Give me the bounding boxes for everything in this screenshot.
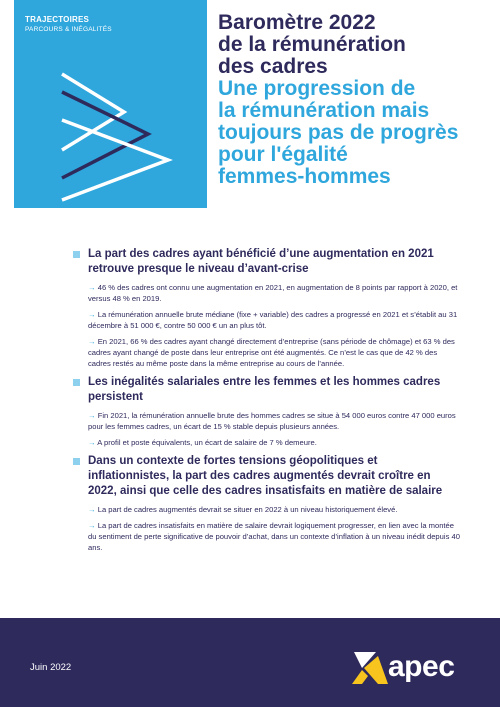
finding-section: [88, 247, 460, 369]
publication-date: Juin 2022: [30, 662, 72, 673]
title-line: Baromètre 2022: [218, 11, 376, 34]
subtitle-line: femmes-hommes: [218, 165, 391, 188]
finding-point: [88, 437, 460, 448]
finding-point: [88, 282, 460, 304]
arrow-right-icon: →: [88, 337, 96, 346]
point-text: En 2021, 66 % des cadres ayant changé directement d’entreprise (sans période de chômage) et 63 % des cadres ayant changé de poste dans leur entreprise ont été augmentés. Ce n’est le cas que de 42 % des cadres restés au même poste dans la même entreprise au cours de l’année.: [88, 337, 455, 368]
key-findings: [88, 247, 460, 559]
series-subtitle: PARCOURS & INÉGALITÉS: [25, 26, 112, 33]
finding-section: [88, 454, 460, 553]
point-text: A profil et poste équivalents, un écart de salaire de 7 % demeure.: [97, 438, 317, 447]
arrow-right-icon: →: [88, 521, 96, 530]
arrow-right-icon: →: [88, 505, 96, 514]
finding-point: [88, 520, 460, 553]
subtitle-line: pour l'égalité: [218, 143, 348, 166]
series-label: [25, 15, 112, 33]
document-title: [218, 12, 493, 188]
finding-point: [88, 309, 460, 331]
point-text: La rémunération annuelle brute médiane (fixe + variable) des cadres a progressé en 2021 et s’établit au 31 décembre à 51 000 €, contre 50 000 € un an plus tôt.: [88, 310, 458, 330]
finding-point: [88, 410, 460, 432]
footer-band: [0, 618, 500, 707]
section-heading: Dans un contexte de fortes tensions géopolitiques et inflationnistes, la part des cadres augmentés devrait croître en 2022, ainsi que celle des cadres insatisfaits en matière de salaire: [88, 455, 443, 497]
arrow-right-icon: →: [88, 283, 96, 292]
cover-panel: [14, 0, 207, 208]
series-title: TRAJECTOIRES: [25, 15, 90, 24]
subtitle-line: toujours pas de progrès: [218, 121, 459, 144]
finding-point: [88, 504, 460, 515]
apec-logo-icon: [350, 638, 390, 694]
square-bullet-icon: [73, 379, 80, 386]
point-text: 46 % des cadres ont connu une augmentation en 2021, en augmentation de 8 points par rapport à 2020, et versus 48 % en 2019.: [88, 283, 458, 303]
title-line: des cadres: [218, 55, 328, 78]
point-text: La part de cadres insatisfaits en matière de salaire devrait logiquement progresser, en lien avec la montée du sentiment de perte significative de pouvoir d’achat, dans un contexte d’inflation à un niveau inédit depuis 40 ans.: [88, 521, 460, 552]
subtitle-line: la rémunération mais: [218, 99, 430, 122]
arrow-right-icon: →: [88, 310, 96, 319]
title-line: de la rémunération: [218, 33, 406, 56]
arrow-right-icon: →: [88, 411, 96, 420]
point-text: Fin 2021, la rémunération annuelle brute des hommes cadres se situe à 54 000 euros contre 47 000 euros pour les femmes cadres, un écart de 15 % stable depuis plusieurs années.: [88, 411, 456, 431]
arrow-right-icon: →: [88, 438, 96, 447]
logo-wordmark: apec: [388, 650, 455, 683]
finding-section: [88, 375, 460, 448]
section-heading: La part des cadres ayant bénéficié d’une augmentation en 2021 retrouve presque le niveau d’avant-crise: [88, 248, 434, 275]
apec-logo: [350, 638, 480, 694]
square-bullet-icon: [73, 458, 80, 465]
square-bullet-icon: [73, 251, 80, 258]
subtitle-line: Une progression de: [218, 77, 416, 100]
section-heading: Les inégalités salariales entre les femmes et les hommes cadres persistent: [88, 376, 441, 403]
finding-point: [88, 336, 460, 369]
point-text: La part de cadres augmentés devrait se situer en 2022 à un niveau historiquement élevé.: [97, 505, 398, 514]
